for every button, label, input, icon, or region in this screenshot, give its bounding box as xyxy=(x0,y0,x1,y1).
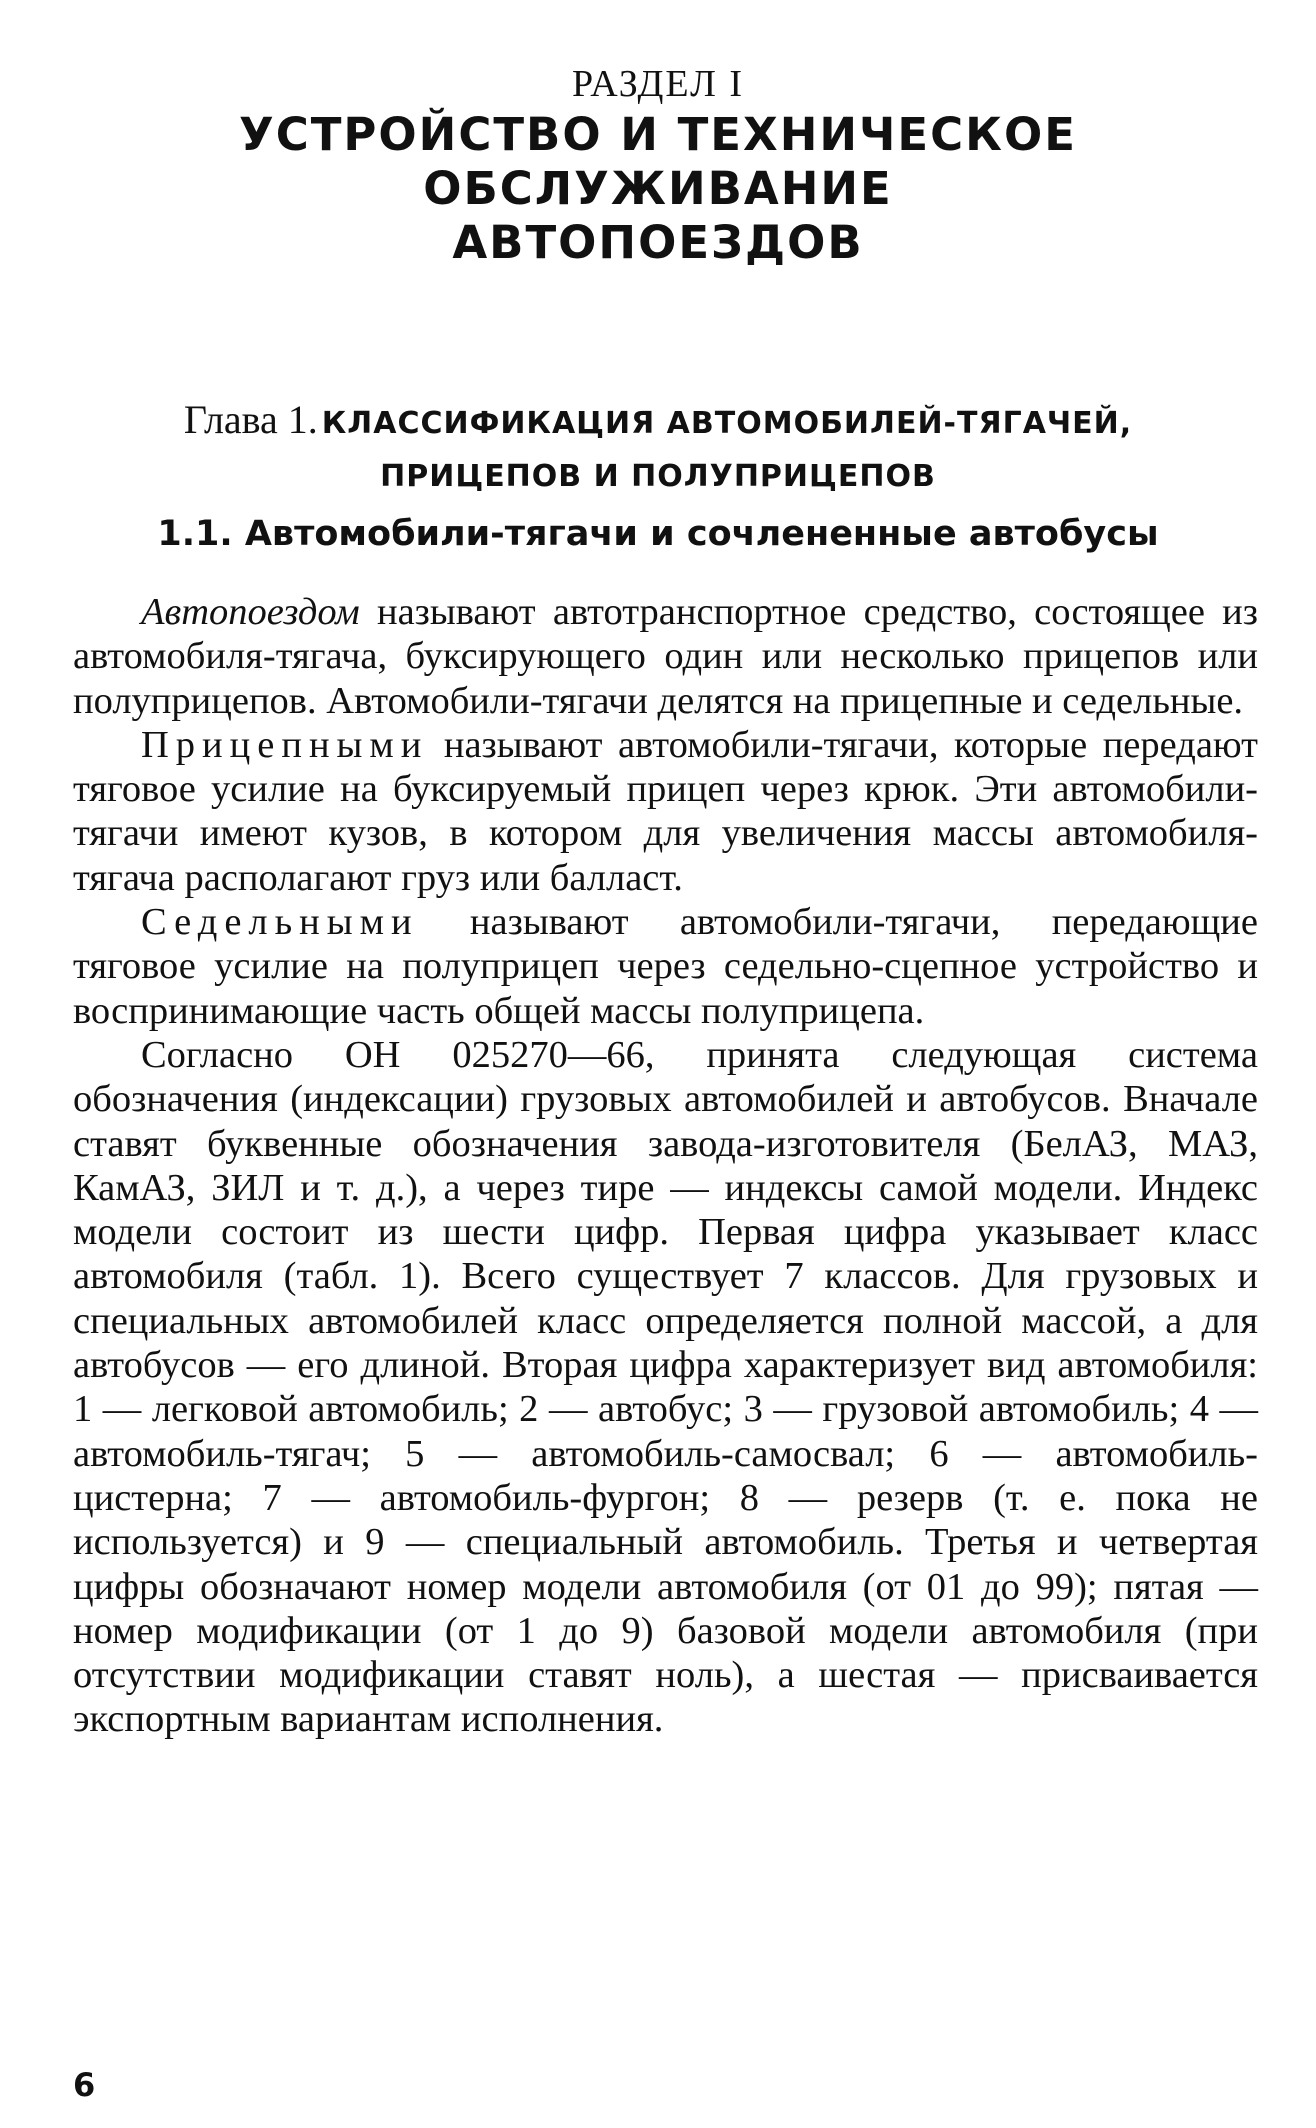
term-spaced: Седельными xyxy=(141,901,419,944)
section-title-line-1: УСТРОЙСТВО И ТЕХНИЧЕСКОЕ ОБСЛУЖИВАНИЕ xyxy=(239,108,1077,215)
chapter-number: Глава 1. xyxy=(183,397,318,442)
paragraph-2-text: называют автомобили-тягачи, которые передают тяговое усилие на буксируемый прицеп через крюк. Эти автомобили-тягачи имеют кузов, в котором для увеличения массы автомобиля-тягача располагают груз или балласт. xyxy=(73,723,1258,899)
chapter-title-line-1: КЛАССИФИКАЦИЯ АВТОМОБИЛЕЙ-ТЯГАЧЕЙ, xyxy=(321,406,1133,441)
subsection-heading: 1.1. Автомобили-тягачи и сочлененные автобусы xyxy=(157,514,1159,554)
chapter-title-line-2: ПРИЦЕПОВ И ПОЛУПРИЦЕПОВ xyxy=(380,459,936,494)
paragraph-4: Согласно ОН 025270—66, принята следующая система обозначения (индексации) грузовых автомобилей и автобусов. Вначале ставят буквенные обозначения завода-изготовителя (БелАЗ, МАЗ, КамАЗ, ЗИЛ и т. д.), а через тире — индексы самой модели. Индекс модели состоит из шести цифр. Первая цифра указывает класс автомобиля (табл. 1). Всего существует 7 классов. Для грузовых и специальных автомобилей класс определяется полной массой, а для автобусов — его длиной. Вторая цифра характеризует вид автомобиля: 1 — легковой автомобиль; 2 — автобус; 3 — грузовой автомобиль; 4 — автомобиль-тягач; 5 — автомобиль-самосвал; 6 — автомобиль-цистерна; 7 — автомобиль-фургон; 8 — резерв (т. е. пока не используется) и 9 — специальный автомобиль. Третья и четвертая цифры обозначают номер модели автомобиля (от 01 до 99); пятая — номер модификации (от 1 до 9) базовой модели автомобиля (при отсутствии модификации ставят ноль), а шестая — присваивается экспортным вариантам исполнения. xyxy=(73,1033,1258,1741)
section-label: РАЗДЕЛ I xyxy=(571,63,745,105)
section-title-line-2: АВТОПОЕЗДОВ xyxy=(452,216,864,269)
term-spaced: Прицепными xyxy=(141,723,429,766)
paragraph-1 xyxy=(73,590,1258,723)
chapter-heading xyxy=(0,396,1316,501)
body-text xyxy=(73,590,1258,1742)
paragraph-1-text: называют автотранспортное средство, состоящее из автомобиля-тягача, буксирующего один или несколько прицепов или полуприцепов. Автомобили-тягачи делятся на прицепные и седельные. xyxy=(73,591,1258,722)
paragraph-3-text: называют автомобили-тягачи, передающие тяговое усилие на полуприцеп через седельно-сцепное устройство и воспринимающие часть общей массы полуприцепа. xyxy=(73,901,1258,1032)
section-title xyxy=(0,108,1316,270)
term-italic: Автопоездом xyxy=(141,591,360,633)
paragraph-2 xyxy=(73,723,1258,900)
chapter-heading-line-1 xyxy=(0,396,1316,453)
paragraph-3 xyxy=(73,900,1258,1033)
page-number: 6 xyxy=(73,2066,96,2104)
